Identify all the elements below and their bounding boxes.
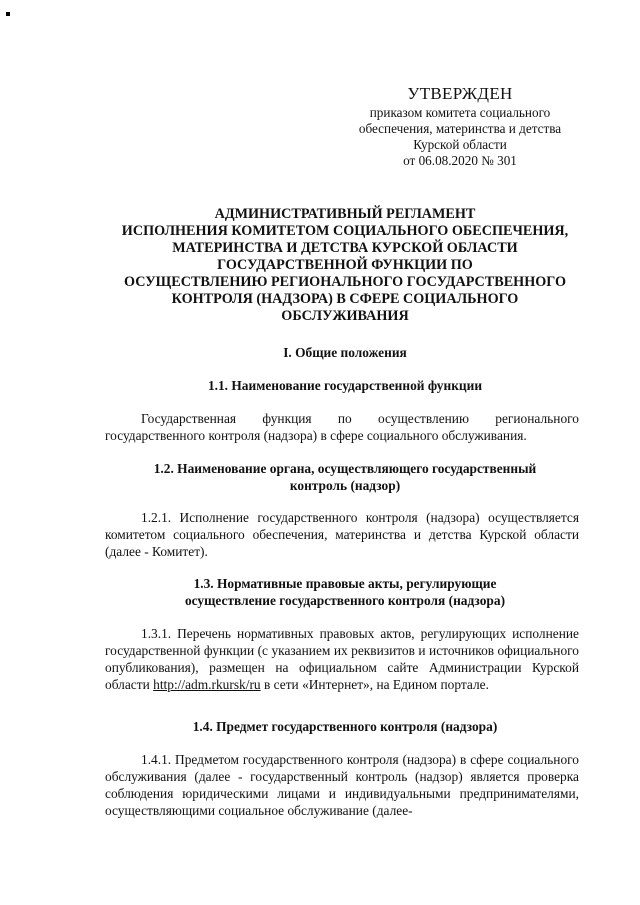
approval-line-1: приказом комитета социального: [369, 105, 551, 120]
section-1-1-heading: 1.1. Наименование государственной функции: [207, 378, 483, 393]
title-line-6: КОНТРОЛЯ (НАДЗОРА) В СФЕРЕ СОЦИАЛЬНОГО: [171, 291, 519, 307]
approval-line-3: Курской области: [413, 137, 507, 152]
title-line-2: ИСПОЛНЕНИЯ КОМИТЕТОМ СОЦИАЛЬНОГО ОБЕСПЕЧЕНИЯ,: [121, 223, 569, 239]
section-1-3-text-end: в сети «Интернет», на Едином портале.: [263, 677, 489, 692]
section-1-1-paragraph: [105, 410, 579, 444]
section-1-2-heading-line-2: контроль (надзор): [289, 478, 401, 493]
section-1-2-paragraph: [105, 509, 579, 560]
section-1-3-text: 1.3.1. Перечень нормативных правовых актов, регулирующих исполнение государственной функции (с указанием их реквизитов и источников официального опубликования), размещен на официальном сайте Администрации Курской области: [105, 626, 579, 692]
section-1-1-text: Государственная функция по осуществлению регионального государственного контроля (надзора) в сфере социального обслуживания.: [105, 411, 579, 443]
title-line-3: МАТЕРИНСТВА И ДЕТСТВА КУРСКОЙ ОБЛАСТИ: [172, 240, 518, 256]
approval-heading: УТВЕРЖДЕН: [407, 84, 513, 103]
title-line-4: ГОСУДАРСТВЕННОЙ ФУНКЦИИ ПО: [217, 257, 473, 273]
scan-speck: [6, 12, 10, 16]
title-line-5: ОСУЩЕСТВЛЕНИЮ РЕГИОНАЛЬНОГО ГОСУДАРСТВЕННОГО: [124, 274, 566, 290]
admin-site-link[interactable]: http://adm.rkursk/ru: [153, 677, 261, 692]
document-title: [100, 206, 590, 325]
section-1-4-heading: 1.4. Предмет государственного контроля (надзора): [192, 719, 498, 734]
section-heading-general: I. Общие положения: [283, 345, 407, 360]
section-1-4-paragraph: [105, 751, 579, 819]
section-1-3-heading: [100, 575, 590, 609]
section-1-2-heading: [100, 460, 590, 494]
section-1-2-heading-line-1: 1.2. Наименование органа, осуществляющего государственный: [153, 461, 537, 476]
section-1-4-text: 1.4.1. Предметом государственного контроля (надзора) в сфере социального обслуживания (далее - государственный контроль (надзор) является проверка соблюдения юридическими лицами и индивидуальными предпринимателями, осуществляющими социальное обслуживание (далее-: [105, 752, 579, 818]
title-line-1: АДМИНИСТРАТИВНЫЙ РЕГЛАМЕНТ: [214, 206, 476, 222]
section-1-3-heading-line-2: осуществление государственного контроля (надзора): [184, 593, 506, 608]
approval-stamp: [340, 84, 580, 169]
section-1-2-text: 1.2.1. Исполнение государственного контроля (надзора) осуществляется комитетом социального обеспечения, материнства и детства Курской области (далее - Комитет).: [105, 510, 579, 559]
approval-line-2: обеспечения, материнства и детства: [358, 121, 562, 136]
title-line-7: ОБСЛУЖИВАНИЯ: [281, 308, 409, 324]
section-1-3-heading-line-1: 1.3. Нормативные правовые акты, регулирующие: [193, 576, 497, 591]
approval-line-4: от 06.08.2020 № 301: [403, 153, 517, 168]
section-1-3-paragraph: [105, 625, 579, 693]
